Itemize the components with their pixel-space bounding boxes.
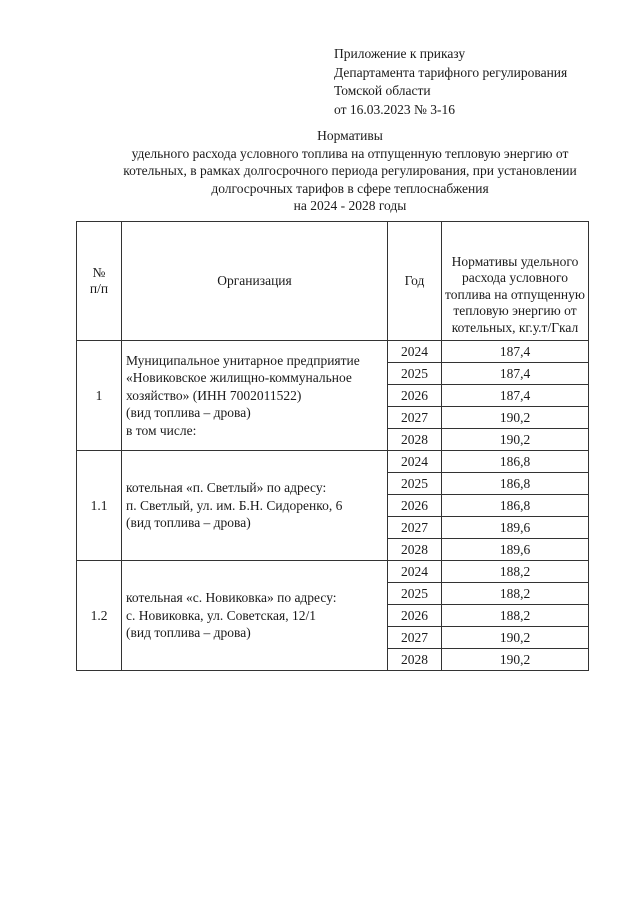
appendix-block [334,45,567,119]
value-cell: 187,4 [442,341,589,363]
title-line: удельного расхода условного топлива на отпущенную тепловую энергию от [131,145,569,161]
year-cell: 2027 [388,407,442,429]
organization-line: (вид топлива – дрова) [126,405,251,421]
organization-line: котельная «с. Новиковка» по адресу: [126,590,337,606]
value-cell: 190,2 [442,429,589,451]
organization-cell [122,341,388,451]
row-number: 1 [77,341,122,451]
year-cell: 2028 [388,539,442,561]
value-cell: 186,8 [442,451,589,473]
organization-line: п. Светлый, ул. им. Б.Н. Сидоренко, 6 [126,497,343,513]
header-year: Год [388,222,442,341]
value-cell: 189,6 [442,517,589,539]
organization-line: с. Новиковка, ул. Советская, 12/1 [126,607,316,623]
header-org: Организация [122,222,388,341]
table-body [77,341,589,671]
year-cell: 2028 [388,429,442,451]
header-num-line: № [92,264,106,280]
table-row [77,451,589,473]
value-cell: 190,2 [442,649,589,671]
value-cell: 190,2 [442,627,589,649]
year-cell: 2025 [388,473,442,495]
value-cell: 189,6 [442,539,589,561]
value-cell: 190,2 [442,407,589,429]
appendix-line: от 16.03.2023 № 3-16 [334,101,455,117]
value-cell: 188,2 [442,583,589,605]
appendix-line: Приложение к приказу [334,46,466,61]
header-num-line: п/п [89,281,109,296]
organization-line: (вид топлива – дрова) [126,515,251,531]
organization-cell [122,561,388,671]
organization-line: «Новиковское жилищно-коммунальное [126,370,352,386]
header-value: Нормативы удельного расхода условного топлива на отпущенную тепловую энергию от котельных, кг.у.т/Гкал [442,222,589,341]
year-cell: 2026 [388,495,442,517]
value-cell: 186,8 [442,495,589,517]
organization-line: Муниципальное унитарное предприятие [126,352,360,368]
year-cell: 2025 [388,583,442,605]
year-cell: 2024 [388,451,442,473]
appendix-line: Департамента тарифного регулирования [334,64,568,80]
value-cell: 186,8 [442,473,589,495]
value-cell: 188,2 [442,605,589,627]
row-number: 1.1 [77,451,122,561]
value-cell: 188,2 [442,561,589,583]
value-cell: 187,4 [442,385,589,407]
year-cell: 2024 [388,341,442,363]
organization-line: (вид топлива – дрова) [126,625,251,641]
year-cell: 2028 [388,649,442,671]
header-num [77,222,122,341]
value-cell: 187,4 [442,363,589,385]
title-line: долгосрочных тарифов в сфере теплоснабжения [211,180,489,196]
norms-table [76,221,589,671]
row-number: 1.2 [77,561,122,671]
year-cell: 2026 [388,605,442,627]
organization-line: в том числе: [126,422,197,438]
table-row [77,561,589,583]
document-title [80,127,620,215]
title-line: котельных, в рамках долгосрочного периода регулирования, при установлении [123,163,577,178]
appendix-line: Томской области [334,83,431,98]
year-cell: 2024 [388,561,442,583]
title-years: на 2024 - 2028 годы [293,198,407,213]
year-cell: 2026 [388,385,442,407]
table-header-row [77,222,589,341]
organization-line: котельная «п. Светлый» по адресу: [126,480,327,496]
title-heading: Нормативы [317,128,383,143]
organization-cell [122,451,388,561]
organization-line: хозяйство» (ИНН 7002011522) [126,387,302,403]
table-row [77,341,589,363]
year-cell: 2027 [388,627,442,649]
year-cell: 2025 [388,363,442,385]
year-cell: 2027 [388,517,442,539]
